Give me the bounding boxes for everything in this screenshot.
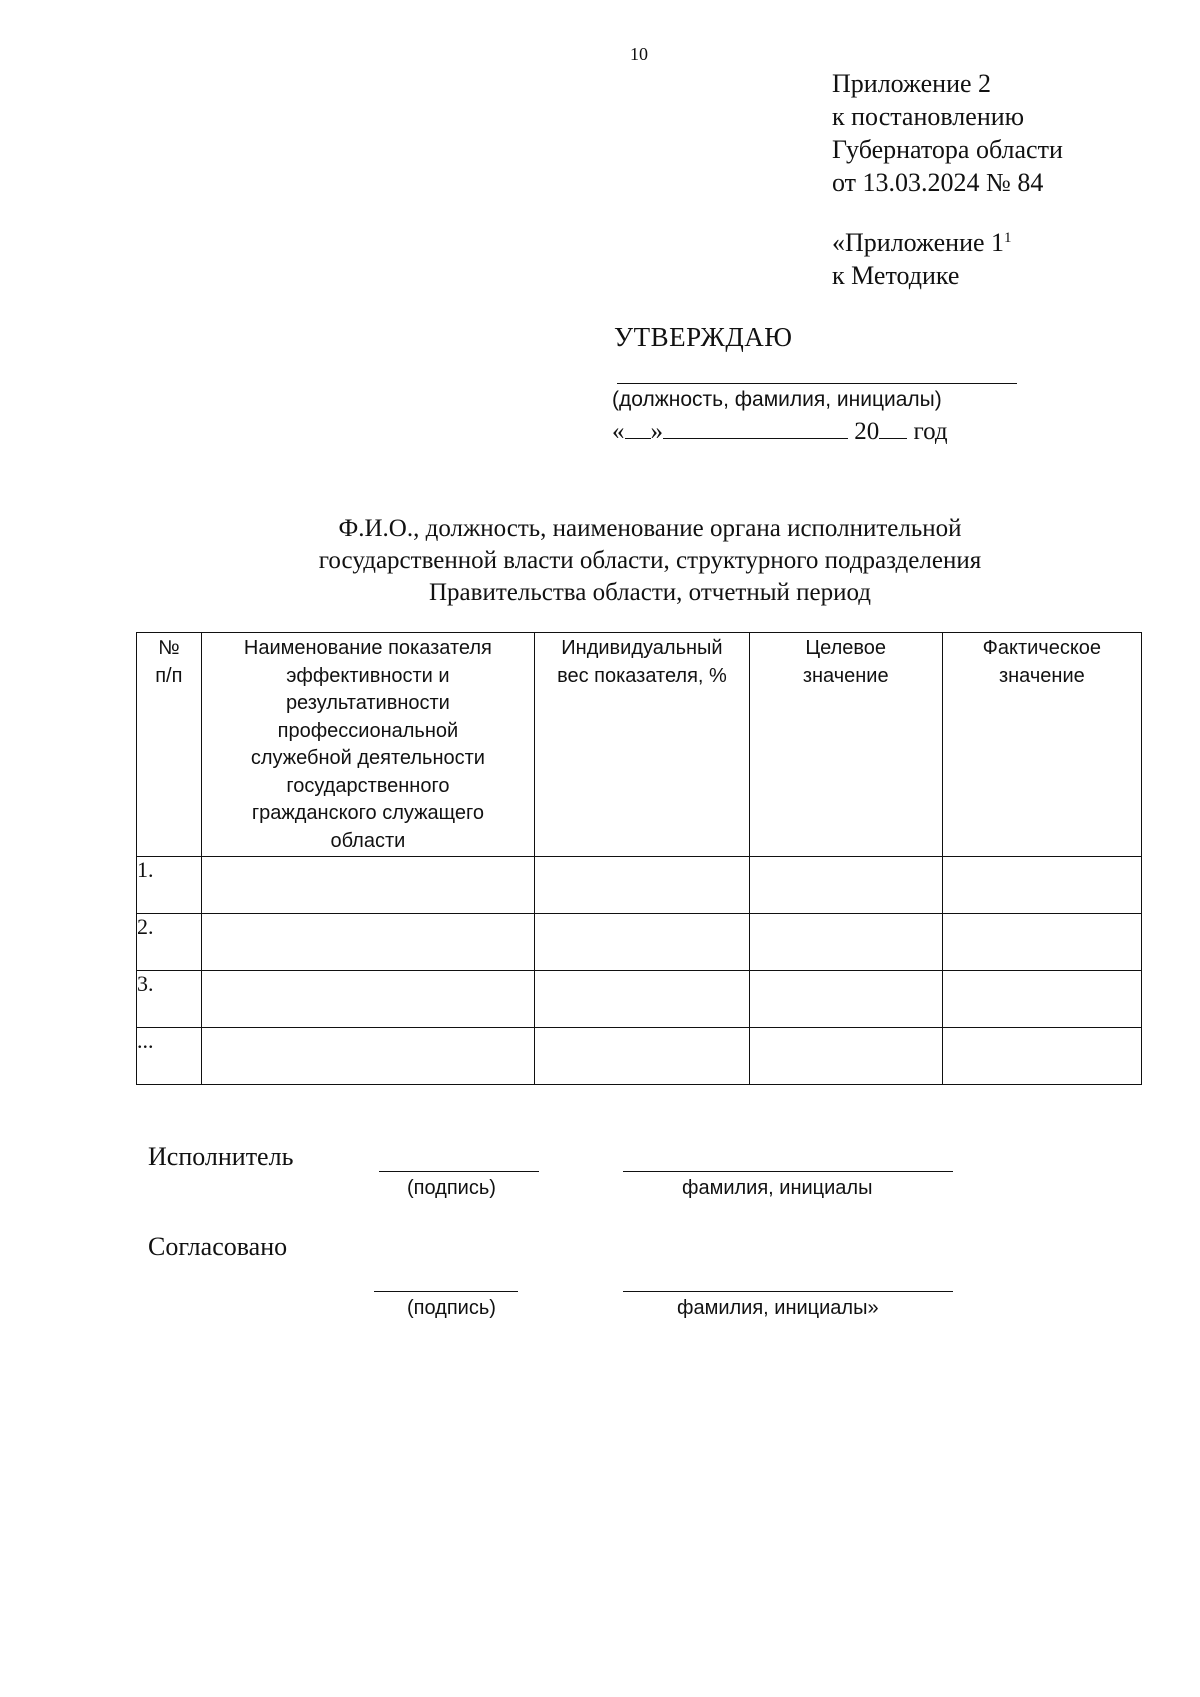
appendix-line: к постановлению [832, 102, 1025, 131]
date-year-suffix: год [913, 418, 948, 445]
approval-date [612, 416, 948, 446]
table-cell[interactable] [749, 857, 942, 914]
agreed-name-line [623, 1291, 953, 1292]
appendix-reference [832, 226, 1012, 292]
table-header-row [137, 633, 1142, 857]
date-quote-close: » [650, 418, 663, 445]
indicators-table [136, 632, 1142, 1085]
table-cell[interactable] [535, 914, 750, 971]
appendix-ref-line: к Методике [832, 261, 960, 290]
table-row [137, 971, 1142, 1028]
table-row [137, 914, 1142, 971]
table-cell[interactable] [201, 1028, 535, 1085]
row-number: 1. [137, 857, 202, 914]
appendix-block [832, 67, 1063, 199]
table-cell[interactable] [201, 914, 535, 971]
agreed-name-caption: фамилия, инициалы» [677, 1297, 879, 1319]
table-cell[interactable] [535, 1028, 750, 1085]
row-number: 2. [137, 914, 202, 971]
appendix-ref-superscript: 1 [1004, 230, 1012, 246]
document-heading [230, 513, 1070, 609]
table-cell[interactable] [942, 914, 1141, 971]
page-number: 10 [630, 44, 648, 64]
date-month-blank [663, 416, 848, 439]
header-target: Целевое значение [749, 633, 942, 857]
table-cell[interactable] [942, 971, 1141, 1028]
table-cell[interactable] [942, 857, 1141, 914]
table-cell[interactable] [201, 971, 535, 1028]
appendix-line: от 13.03.2024 № 84 [832, 168, 1044, 197]
table-cell[interactable] [749, 914, 942, 971]
executor-name-caption: фамилия, инициалы [682, 1177, 873, 1199]
row-number: 3. [137, 971, 202, 1028]
header-indicator-name: Наименование показателя эффективности и результативности профессиональной служебной деятельности государственного гражданского служащего области [201, 633, 535, 857]
date-year-prefix: 20 [854, 418, 880, 445]
header-number: № п/п [137, 633, 202, 857]
header-weight: Индивидуальный вес показателя, % [535, 633, 750, 857]
executor-signature-line [379, 1171, 539, 1172]
executor-name-line [623, 1171, 953, 1172]
row-number: ... [137, 1028, 202, 1085]
heading-line: Правительства области, отчетный период [429, 579, 871, 606]
table-cell[interactable] [535, 857, 750, 914]
appendix-ref-line: «Приложение 1 [832, 228, 1005, 257]
approval-signature-line [617, 383, 1017, 384]
agreed-sign-caption: (подпись) [407, 1297, 496, 1319]
table-cell[interactable] [749, 971, 942, 1028]
approval-caption: (должность, фамилия, инициалы) [612, 388, 942, 411]
table-row [137, 857, 1142, 914]
table-cell[interactable] [535, 971, 750, 1028]
appendix-line: Губернатора области [832, 135, 1063, 164]
table-row [137, 1028, 1142, 1085]
date-day-blank [625, 416, 651, 439]
executor-sign-caption: (подпись) [407, 1177, 496, 1199]
date-year-blank [879, 416, 907, 439]
appendix-line: Приложение 2 [832, 69, 992, 98]
agreed-label: Согласовано [148, 1232, 288, 1261]
header-actual: Фактическое значение [942, 633, 1141, 857]
approval-title: УТВЕРЖДАЮ [614, 322, 793, 352]
agreed-signature-line [374, 1291, 518, 1292]
date-quote-open: « [612, 418, 625, 445]
heading-line: Ф.И.О., должность, наименование органа исполнительной [338, 515, 962, 542]
executor-label: Исполнитель [148, 1142, 294, 1171]
table-cell[interactable] [942, 1028, 1141, 1085]
table-cell[interactable] [201, 857, 535, 914]
table-cell[interactable] [749, 1028, 942, 1085]
heading-line: государственной власти области, структурного подразделения [318, 547, 982, 574]
